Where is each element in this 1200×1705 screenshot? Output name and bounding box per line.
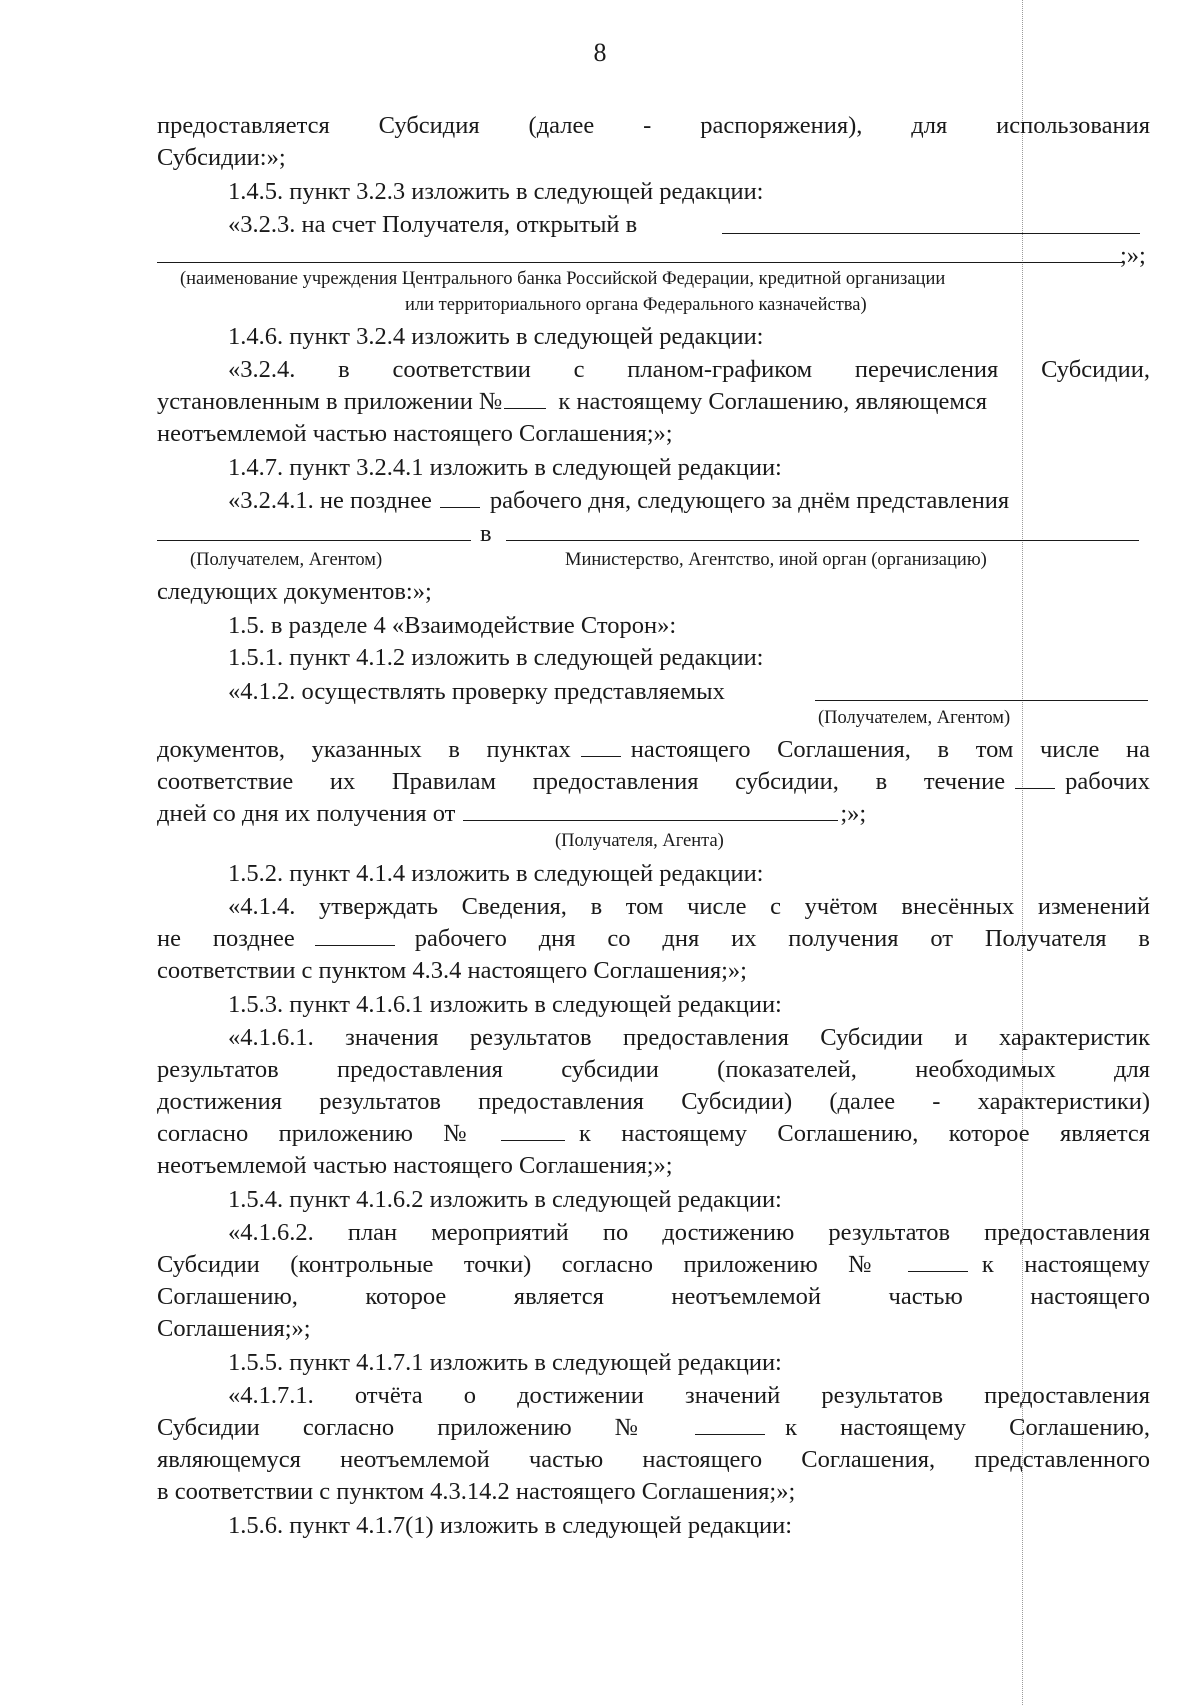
text-segment: «4.1.2. осуществлять проверку представляемых: [228, 678, 725, 705]
text-line: соответствии с пунктом 4.3.4 настоящего Соглашения;»;: [157, 957, 747, 984]
text-line: [157, 734, 1150, 766]
text-line: [157, 766, 1150, 798]
text-segment: к настоящему Соглашению, которое является: [578, 1120, 1150, 1147]
text-line: [157, 923, 1150, 955]
text-segment: соответствие их Правилам предоставления субсидии, в течение: [157, 768, 1006, 795]
field-caption: (наименование учреждения Центрального банка Российской Федерации, кредитной организации: [180, 269, 946, 289]
page-number: 8: [593, 38, 607, 67]
field-caption: (Получателя, Агента): [555, 831, 724, 851]
blank-field: [1015, 766, 1055, 789]
blank-field: [157, 240, 1122, 263]
text-segment: Субсидии (контрольные точки) согласно приложению №: [157, 1251, 896, 1278]
blank-field: [463, 798, 838, 821]
text-line: 1.4.5. пункт 3.2.3 изложить в следующей редакции:: [228, 178, 764, 205]
text-segment: к настоящему Соглашению, являющемся: [558, 388, 988, 415]
text-line: [157, 1249, 1150, 1281]
text-line: 1.5.4. пункт 4.1.6.2 изложить в следующей редакции:: [228, 1186, 782, 1213]
text-line: «4.1.7.1. отчёта о достижении значений результатов предоставления: [228, 1382, 1150, 1409]
text-segment: установленным в приложении №: [157, 388, 503, 415]
field-caption: (Получателем, Агентом): [190, 550, 383, 570]
text-line: [228, 485, 1150, 517]
text-line: Субсидии:»;: [157, 144, 286, 171]
text-segment: не позднее: [157, 925, 295, 952]
blank-field: [695, 1412, 765, 1435]
blank-field: [815, 678, 1148, 701]
text-segment: документов, указанных в пунктах: [157, 736, 571, 763]
text-segment: «3.2.3. на счет Получателя, открытый в: [228, 211, 638, 238]
text-line: 1.4.6. пункт 3.2.4 изложить в следующей редакции:: [228, 323, 764, 350]
text-segment: Субсидии согласно приложению №: [157, 1414, 676, 1441]
text-segment: к настоящему Соглашению,: [785, 1414, 1150, 1441]
text-line: следующих документов:»;: [157, 578, 432, 605]
field-caption: Министерство, Агентство, иной орган (организацию): [565, 550, 987, 570]
text-segment: согласно приложению №: [157, 1120, 491, 1147]
blank-field: [315, 923, 395, 946]
text-line: «4.1.6.1. значения результатов предоставления Субсидии и характеристик: [228, 1024, 1150, 1051]
text-line: Соглашения;»;: [157, 1315, 311, 1342]
text-segment: настоящего Соглашения, в том числе на: [630, 736, 1150, 763]
blank-field: [501, 1118, 565, 1141]
field-caption: (Получателем, Агентом): [818, 708, 1011, 728]
text-line: 1.5.2. пункт 4.1.4 изложить в следующей редакции:: [228, 860, 764, 887]
text-segment: к настоящему: [981, 1251, 1151, 1278]
text-line: результатов предоставления субсидии (показателей, необходимых для: [157, 1056, 1150, 1083]
text-line: [157, 1118, 1150, 1150]
blank-field: [506, 518, 1139, 541]
field-caption: или территориального органа Федерального казначейства): [405, 295, 867, 315]
text-line: 1.5.1. пункт 4.1.2 изложить в следующей редакции:: [228, 644, 764, 671]
text-line: [157, 798, 1150, 830]
text-line: в: [480, 520, 492, 547]
text-line: 1.4.7. пункт 3.2.4.1 изложить в следующей редакции:: [228, 454, 782, 481]
text-segment: рабочих: [1065, 768, 1150, 795]
text-line: неотъемлемой частью настоящего Соглашения;»;: [157, 420, 673, 447]
text-line: «4.1.4. утверждать Сведения, в том числе с учётом внесённых изменений: [228, 893, 1150, 920]
blank-field: [504, 386, 546, 409]
blank-field: [908, 1249, 968, 1272]
blank-field: [157, 518, 471, 541]
text-segment: рабочего дня, следующего за днём представления: [489, 487, 1010, 514]
blank-field: [722, 211, 1140, 234]
text-line: являющемуся неотъемлемой частью настоящего Соглашения, представленного: [157, 1446, 1150, 1473]
text-line: предоставляется Субсидия (далее - распоряжения), для использования: [157, 112, 1150, 139]
text-line: достижения результатов предоставления Субсидии) (далее - характеристики): [157, 1088, 1150, 1115]
blank-field: [581, 734, 621, 757]
text-line: [157, 386, 1150, 418]
text-line: 1.5. в разделе 4 «Взаимодействие Сторон»:: [228, 612, 677, 639]
text-segment: «3.2.4.1. не позднее: [228, 487, 432, 514]
text-line: 1.5.3. пункт 4.1.6.1 изложить в следующей редакции:: [228, 991, 782, 1018]
text-line: ;»;: [1120, 242, 1146, 269]
text-segment: рабочего дня со дня их получения от Получателя в: [414, 925, 1150, 952]
text-line: 1.5.5. пункт 4.1.7.1 изложить в следующей редакции:: [228, 1349, 782, 1376]
text-line: Соглашению, которое является неотъемлемой частью настоящего: [157, 1283, 1150, 1310]
text-line: неотъемлемой частью настоящего Соглашения;»;: [157, 1152, 673, 1179]
text-segment: дней со дня их получения от: [157, 800, 456, 827]
text-line: 1.5.6. пункт 4.1.7(1) изложить в следующей редакции:: [228, 1512, 793, 1539]
text-line: «3.2.4. в соответствии с планом-графиком перечисления Субсидии,: [228, 356, 1150, 383]
blank-field: [440, 485, 480, 508]
text-line: «4.1.6.2. план мероприятий по достижению результатов предоставления: [228, 1219, 1150, 1246]
text-line: [157, 1412, 1150, 1444]
text-line: в соответствии с пунктом 4.3.14.2 настоящего Соглашения;»;: [157, 1478, 796, 1505]
text-segment: ;»;: [840, 800, 867, 827]
